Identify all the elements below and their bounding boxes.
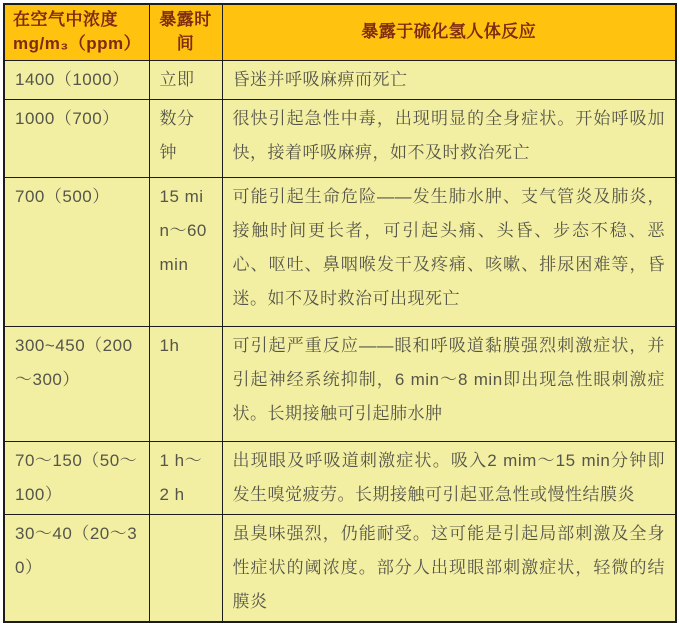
reaction-cell: 可能引起生命危险——发生肺水肿、支气管炎及肺炎，接触时间更长者，可引起头痛、头昏、步态不稳、恶心、呕吐、鼻咽喉发干及疼痛、咳嗽、排尿困难等，昏迷。如不及时救治可出现死亡 bbox=[222, 177, 676, 326]
header-reaction: 暴露于硫化氢人体反应 bbox=[222, 4, 676, 60]
time-cell: 立即 bbox=[149, 60, 222, 99]
reaction-cell: 可引起严重反应——眼和呼吸道黏膜强烈刺激症状，并引起神经系统抑制，6 min～8 min即出现急性眼刺激症状。长期接触可引起肺水肿 bbox=[222, 326, 676, 441]
table-row bbox=[4, 514, 676, 622]
concentration-cell: 30～40（20～30） bbox=[4, 514, 149, 622]
concentration-cell: 300~450（200～300） bbox=[4, 326, 149, 441]
reaction-cell: 出现眼及呼吸道刺激症状。吸入2 mim～15 min分钟即发生嗅觉疲劳。长期接触可引起亚急性或慢性结膜炎 bbox=[222, 441, 676, 514]
time-cell: 1h bbox=[149, 326, 222, 441]
concentration-cell: 1000（700） bbox=[4, 99, 149, 177]
header-row bbox=[4, 4, 676, 60]
header-concentration: 在空气中浓度mg/m₃（ppm） bbox=[4, 4, 149, 60]
table-row bbox=[4, 326, 676, 441]
table-row bbox=[4, 441, 676, 514]
table-row bbox=[4, 177, 676, 326]
table-row bbox=[4, 99, 676, 177]
table-header bbox=[4, 4, 676, 60]
time-cell: 数分钟 bbox=[149, 99, 222, 177]
time-cell: 1 h～2 h bbox=[149, 441, 222, 514]
reaction-cell: 很快引起急性中毒，出现明显的全身症状。开始呼吸加快，接着呼吸麻痹，如不及时救治死亡 bbox=[222, 99, 676, 177]
concentration-cell: 70～150（50～100） bbox=[4, 441, 149, 514]
concentration-cell: 1400（1000） bbox=[4, 60, 149, 99]
table-row bbox=[4, 60, 676, 99]
time-cell bbox=[149, 514, 222, 622]
table-body bbox=[4, 60, 676, 622]
concentration-cell: 700（500） bbox=[4, 177, 149, 326]
reaction-cell: 昏迷并呼吸麻痹而死亡 bbox=[222, 60, 676, 99]
h2s-exposure-table bbox=[3, 3, 677, 623]
reaction-cell: 虽臭味强烈，仍能耐受。这可能是引起局部刺激及全身性症状的阈浓度。部分人出现眼部刺激症状，轻微的结膜炎 bbox=[222, 514, 676, 622]
header-exposure-time: 暴露时间 bbox=[149, 4, 222, 60]
time-cell: 15 min～60 min bbox=[149, 177, 222, 326]
